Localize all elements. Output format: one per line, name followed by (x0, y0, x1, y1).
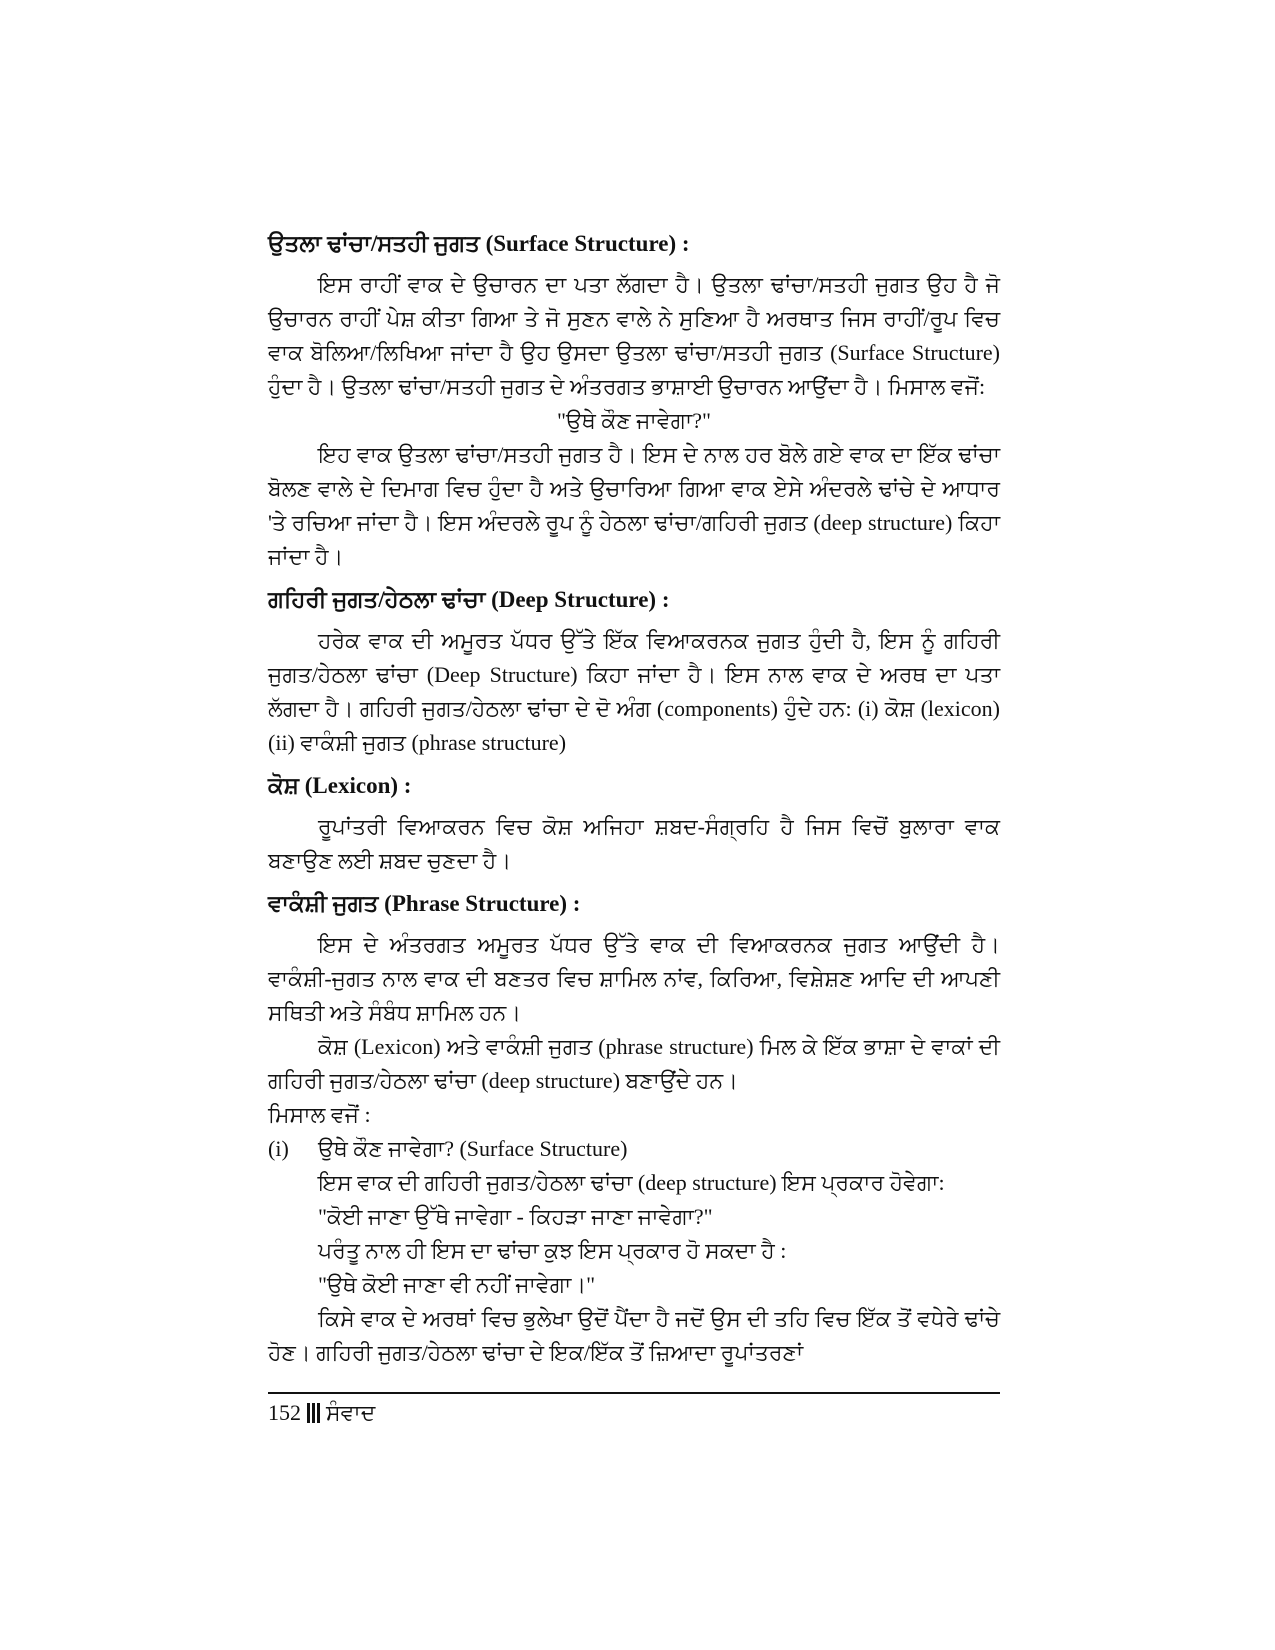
heading-english: (Phrase Structure) : (384, 891, 581, 916)
section-surface-structure (268, 228, 1000, 574)
paragraph: ਇਸ ਰਾਹੀਂ ਵਾਕ ਦੇ ਉਚਾਰਨ ਦਾ ਪਤਾ ਲੱਗਦਾ ਹੈ। ਉਤਲਾ ਢਾਂਚਾ/ਸਤਹੀ ਜੁਗਤ ਉਹ ਹੈ ਜੋ ਉਚਾਰਨ ਰਾਹੀਂ ਪੇਸ਼ ਕੀਤਾ ਗਿਆ ਤੇ ਜੋ ਸੁਣਨ ਵਾਲੇ ਨੇ ਸੁਣਿਆ ਹੈ ਅਰਥਾਤ ਜਿਸ ਰਾਹੀਂ/ਰੂਪ ਵਿਚ ਵਾਕ ਬੋਲਿਆ/ਲਿਖਿਆ ਜਾਂਦਾ ਹੈ ਉਹ ਉਸਦਾ ਉਤਲਾ ਢਾਂਚਾ/ਸਤਹੀ ਜੁਗਤ (Surface Structure) ਹੁੰਦਾ ਹੈ। ਉਤਲਾ ਢਾਂਚਾ/ਸਤਹੀ ਜੁਗਤ ਦੇ ਅੰਤਰਗਤ ਭਾਸ਼ਾਈ ਉਚਾਰਨ ਆਉਂਦਾ ਹੈ। ਮਿਸਾਲ ਵਜੋਂ: (268, 272, 1000, 399)
example-line: ਇਸ ਵਾਕ ਦੀ ਗਹਿਰੀ ਜੁਗਤ/ਹੇਠਲਾ ਢਾਂਚਾ (deep structure) ਇਸ ਪ੍ਰਕਾਰ ਹੋਵੇਗਾ: (318, 1170, 945, 1195)
paragraph: ਕੋਸ਼ (Lexicon) ਅਤੇ ਵਾਕੰਸ਼ੀ ਜੁਗਤ (phrase structure) ਮਿਲ ਕੇ ਇੱਕ ਭਾਸ਼ਾ ਦੇ ਵਾਕਾਂ ਦੀ ਗਹਿਰੀ ਜੁਗਤ/ਹੇਠਲਾ ਢਾਂਚਾ (deep structure) ਬਣਾਉਂਦੇ ਹਨ। (268, 1034, 1000, 1093)
section-lexicon (268, 770, 1000, 878)
heading-punjabi: ਕੋਸ਼ (268, 773, 300, 798)
paragraph: ਕਿਸੇ ਵਾਕ ਦੇ ਅਰਥਾਂ ਵਿਚ ਭੁਲੇਖਾ ਉਦੋਂ ਪੈਂਦਾ ਹੈ ਜਦੋਂ ਉਸ ਦੀ ਤਹਿ ਵਿਚ ਇੱਕ ਤੋਂ ਵਧੇਰੇ ਢਾਂਚੇ ਹੋਣ। ਗਹਿਰੀ ਜੁਗਤ/ਹੇਠਲਾ ਢਾਂਚਾ ਦੇ ਇਕ/ਇੱਕ ਤੋਂ ਜ਼ਿਆਦਾ ਰੂਪਾਂਤਰਣਾਂ (268, 1306, 1000, 1365)
paragraph: ਰੂਪਾਂਤਰੀ ਵਿਆਕਰਨ ਵਿਚ ਕੋਸ਼ ਅਜਿਹਾ ਸ਼ਬਦ-ਸੰਗ੍ਰਹਿ ਹੈ ਜਿਸ ਵਿਚੋਂ ਬੁਲਾਰਾ ਵਾਕ ਬਣਾਉਣ ਲਈ ਸ਼ਬਦ ਚੁਣਦਾ ਹੈ। (268, 814, 1000, 873)
paragraph: ਹਰੇਕ ਵਾਕ ਦੀ ਅਮੂਰਤ ਪੱਧਰ ਉੱਤੇ ਇੱਕ ਵਿਆਕਰਨਕ ਜੁਗਤ ਹੁੰਦੀ ਹੈ, ਇਸ ਨੂੰ ਗਹਿਰੀ ਜੁਗਤ/ਹੇਠਲਾ ਢਾਂਚਾ (Deep Structure) ਕਿਹਾ ਜਾਂਦਾ ਹੈ। ਇਸ ਨਾਲ ਵਾਕ ਦੇ ਅਰਥ ਦਾ ਪਤਾ ਲੱਗਦਾ ਹੈ। ਗਹਿਰੀ ਜੁਗਤ/ਹੇਠਲਾ ਢਾਂਚਾ ਦੇ ਦੋ ਅੰਗ (components) ਹੁੰਦੇ ਹਨ: (i) ਕੋਸ਼ (lexicon) (ii) ਵਾਕੰਸ਼ੀ ਜੁਗਤ (phrase structure) (268, 628, 1000, 755)
section-heading (268, 228, 1000, 260)
paragraph: ਇਸ ਦੇ ਅੰਤਰਗਤ ਅਮੂਰਤ ਪੱਧਰ ਉੱਤੇ ਵਾਕ ਦੀ ਵਿਆਕਰਨਕ ਜੁਗਤ ਆਉਂਦੀ ਹੈ। ਵਾਕੰਸ਼ੀ-ਜੁਗਤ ਨਾਲ ਵਾਕ ਦੀ ਬਣਤਰ ਵਿਚ ਸ਼ਾਮਿਲ ਨਾਂਵ, ਕਿਰਿਆ, ਵਿਸ਼ੇਸ਼ਣ ਆਦਿ ਦੀ ਆਪਣੀ ਸਥਿਤੀ ਅਤੇ ਸੰਬੰਧ ਸ਼ਾਮਿਲ ਹਨ। (268, 932, 1000, 1025)
example-item (268, 1132, 1000, 1166)
example-label: ਮਿਸਾਲ ਵਜੋਂ : (268, 1102, 371, 1127)
separator-bars-icon (307, 1403, 320, 1423)
paragraph: ਇਹ ਵਾਕ ਉਤਲਾ ਢਾਂਚਾ/ਸਤਹੀ ਜੁਗਤ ਹੈ। ਇਸ ਦੇ ਨਾਲ ਹਰ ਬੋਲੇ ਗਏ ਵਾਕ ਦਾ ਇੱਕ ਢਾਂਚਾ ਬੋਲਣ ਵਾਲੇ ਦੇ ਦਿਮਾਗ ਵਿਚ ਹੁੰਦਾ ਹੈ ਅਤੇ ਉਚਾਰਿਆ ਗਿਆ ਵਾਕ ਏਸੇ ਅੰਦਰਲੇ ਢਾਂਚੇ ਦੇ ਆਧਾਰ 'ਤੇ ਰਚਿਆ ਜਾਂਦਾ ਹੈ। ਇਸ ਅੰਦਰਲੇ ਰੂਪ ਨੂੰ ਹੇਠਲਾ ਢਾਂਚਾ/ਗਹਿਰੀ ਜੁਗਤ (deep structure) ਕਿਹਾ ਜਾਂਦਾ ਹੈ। (268, 442, 1000, 569)
section-heading (268, 770, 1000, 802)
example-line: ਉਥੇ ਕੌਣ ਜਾਵੇਗਾ? (Surface Structure) (318, 1136, 628, 1161)
heading-english: (Lexicon) : (304, 773, 412, 798)
example-line: ਪਰੰਤੂ ਨਾਲ ਹੀ ਇਸ ਦਾ ਢਾਂਚਾ ਕੁਝ ਇਸ ਪ੍ਰਕਾਰ ਹੋ ਸਕਦਾ ਹੈ : (318, 1238, 787, 1263)
section-heading (268, 888, 1000, 920)
heading-punjabi: ਉਤਲਾ ਢਾਂਚਾ/ਸਤਹੀ ਜੁਗਤ (268, 231, 480, 256)
example-line: "ਕੋਈ ਜਾਣਾ ਉੱਥੇ ਜਾਵੇਗਾ - ਕਿਹੜਾ ਜਾਣਾ ਜਾਵੇਗਾ?" (318, 1204, 713, 1229)
example-line: "ਉਥੇ ਕੋਈ ਜਾਣਾ ਵੀ ਨਹੀਂ ਜਾਵੇਗਾ।" (318, 1272, 596, 1297)
page-body (268, 228, 1000, 1380)
section-heading (268, 584, 1000, 616)
section-phrase-structure (268, 888, 1000, 1370)
page-footer (268, 1392, 1000, 1426)
heading-punjabi: ਗਹਿਰੀ ਜੁਗਤ/ਹੇਠਲਾ ਢਾਂਚਾ (268, 587, 486, 612)
page-number: 152 (268, 1400, 301, 1425)
section-deep-structure (268, 584, 1000, 760)
heading-punjabi: ਵਾਕੰਸ਼ੀ ਜੁਗਤ (268, 891, 379, 916)
quote: "ਉਥੇ ਕੌਣ ਜਾਵੇਗਾ?" (557, 408, 711, 433)
heading-english: (Surface Structure) : (485, 231, 690, 256)
example-number: (i) (268, 1136, 289, 1161)
heading-english: (Deep Structure) : (491, 587, 670, 612)
book-title: ਸੰਵਾਦ (326, 1400, 376, 1425)
